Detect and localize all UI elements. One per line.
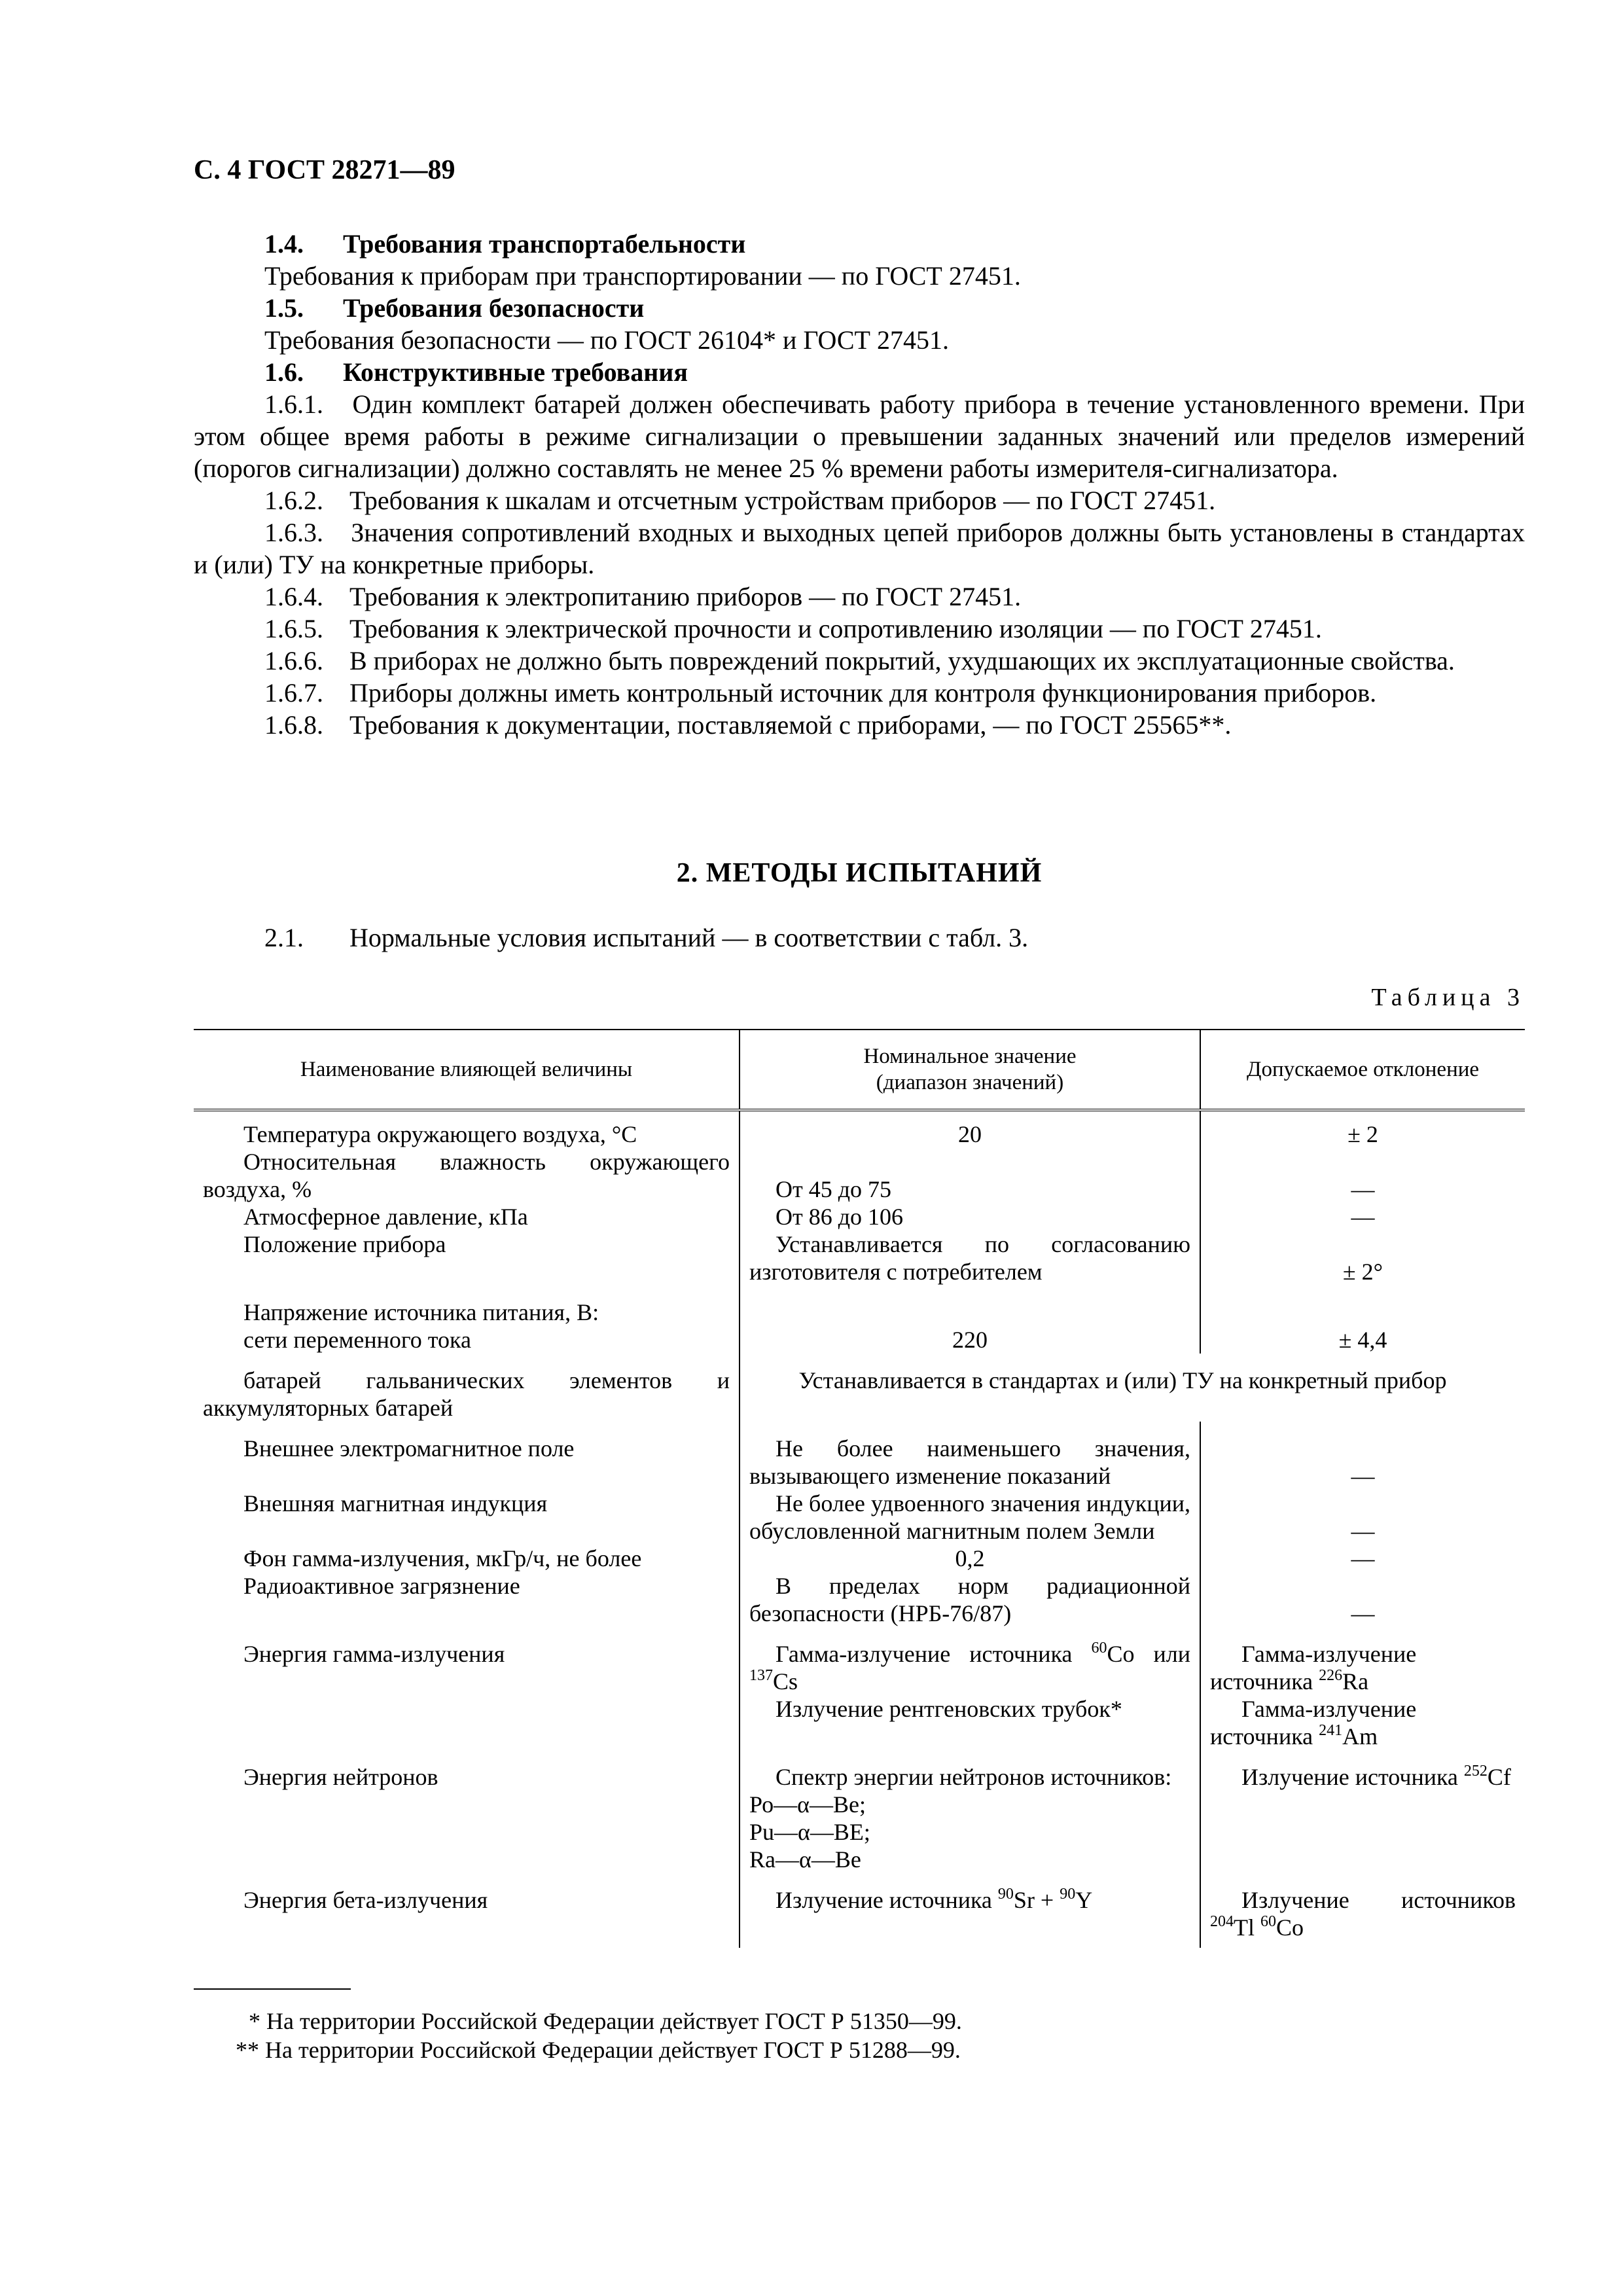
table-caption: Таблица 3 [1371, 984, 1525, 1011]
paragraph-1-6-1: 1.6.1. Один комплект батарей должен обеспечивать работу прибора в течение установленного времени. При этом общее время работы в режиме сигнализации о превышении заданных значений или пределов измерений (порогов сигнализации) должно составлять не менее 25 % времени работы измерителя-сигнализатора. [194, 389, 1525, 483]
table-row: Радиоактивное загрязнение В пределах норм радиационной безопасности (НРБ-76/87) — [194, 1572, 1525, 1627]
paragraph-1-4-text: Требования к приборам при транспортировании — по ГОСТ 27451. [264, 261, 1021, 291]
footnotes [236, 2007, 962, 2064]
table-row: Атмосферное давление, кПа От 86 до 106 — [194, 1203, 1525, 1230]
section-title: 2. МЕТОДЫ ИСПЫТАНИЙ [676, 858, 1043, 888]
paragraph-1-5-text: Требования безопасности — по ГОСТ 26104* и ГОСТ 27451. [264, 325, 949, 355]
conditions-table [194, 1029, 1525, 1948]
footnote-2: ** На территории Российской Федерации действует ГОСТ Р 51288—99. [236, 2037, 961, 2063]
table-row: Внешнее электромагнитное поле Не более наименьшего значения, вызывающего изменение показаний — [194, 1422, 1525, 1490]
table-row: Положение прибора Устанавливается по согласованию изготовителя с потребителем ± 2° [194, 1230, 1525, 1285]
table-row: Излучение рентгеновских трубок* Гамма-излучение источника $^{241}$Am [194, 1695, 1525, 1750]
page-header: С. 4 ГОСТ 28271—89 [194, 155, 455, 185]
paragraph-1-6-8: 1.6.8. Требования к документации, поставляемой с приборами, — по ГОСТ 25565**. [264, 710, 1232, 740]
header-tolerance: Допускаемое отклонение [1200, 1030, 1525, 1110]
paragraph-1-6: 1.6. Конструктивные требования [264, 357, 688, 387]
footnote-divider [194, 1988, 351, 1990]
paragraph-1-6-3: 1.6.3. Значения сопротивлений входных и выходных цепей приборов должны быть установлены в стандартах и (или) ТУ на конкретные приборы. [194, 518, 1525, 579]
paragraph-1-5: 1.5. Требования безопасности [264, 293, 645, 323]
table-row: Энергия бета-излучения Излучение источника $^{90}$Sr + $^{90}$Y Излучение источников $^{204}$Tl $^{60}$Co [194, 1873, 1525, 1948]
table-row: Энергия гамма-излучения Гамма-излучение источника $^{60}$Со или $^{137}$Cs Гамма-излучение источника $^{226}$Ra [194, 1627, 1525, 1695]
table-row: Температура окружающего воздуха, °С 20 ± 2 [194, 1110, 1525, 1148]
paragraph-1-6-6: 1.6.6. В приборах не должно быть повреждений покрытий, ухудшающих их эксплуатационные свойства. [264, 646, 1455, 675]
table-header-row [194, 1030, 1525, 1110]
table-row: сети переменного тока 220 ± 4,4 [194, 1326, 1525, 1354]
requirements-text [194, 228, 1525, 741]
table-row: батарей гальванических элементов и аккумуляторных батарей Устанавливается в стандартах и (или) ТУ на конкретный прибор [194, 1354, 1525, 1422]
paragraph-1-6-4: 1.6.4. Требования к электропитанию приборов — по ГОСТ 27451. [264, 582, 1022, 611]
paragraph-1-6-7: 1.6.7. Приборы должны иметь контрольный источник для контроля функционирования приборов. [264, 678, 1377, 708]
table-row: Внешняя магнитная индукция Не более удвоенного значения индукции, обусловленной магнитным полем Земли — [194, 1490, 1525, 1545]
footnote-1: * На территории Российской Федерации действует ГОСТ Р 51350—99. [249, 2008, 962, 2034]
paragraph-1-6-2: 1.6.2. Требования к шкалам и отсчетным устройствам приборов — по ГОСТ 27451. [264, 486, 1216, 515]
paragraph-1-4: 1.4. Требования транспортабельности [264, 229, 746, 259]
table-row: Энергия нейтронов Спектр энергии нейтронов источников: Ро—α—Be; Pu—α—BE; Ra—α—Be Излучение источника $^{252}$Cf [194, 1750, 1525, 1873]
header-parameter: Наименование влияющей величины [194, 1030, 740, 1110]
table-row: Напряжение источника питания, В: [194, 1285, 1525, 1326]
table-row: Фон гамма-излучения, мкГр/ч, не более 0,2 — [194, 1545, 1525, 1572]
table-row: Относительная влажность окружающего воздуха, % От 45 до 75 — [194, 1148, 1525, 1203]
header-nominal: Номинальное значение (диапазон значений) [740, 1030, 1200, 1110]
paragraph-1-6-5: 1.6.5. Требования к электрической прочности и сопротивлению изоляции — по ГОСТ 27451. [264, 614, 1322, 643]
paragraph-2-1: 2.1. Нормальные условия испытаний — в соответствии с табл. 3. [264, 923, 1029, 952]
